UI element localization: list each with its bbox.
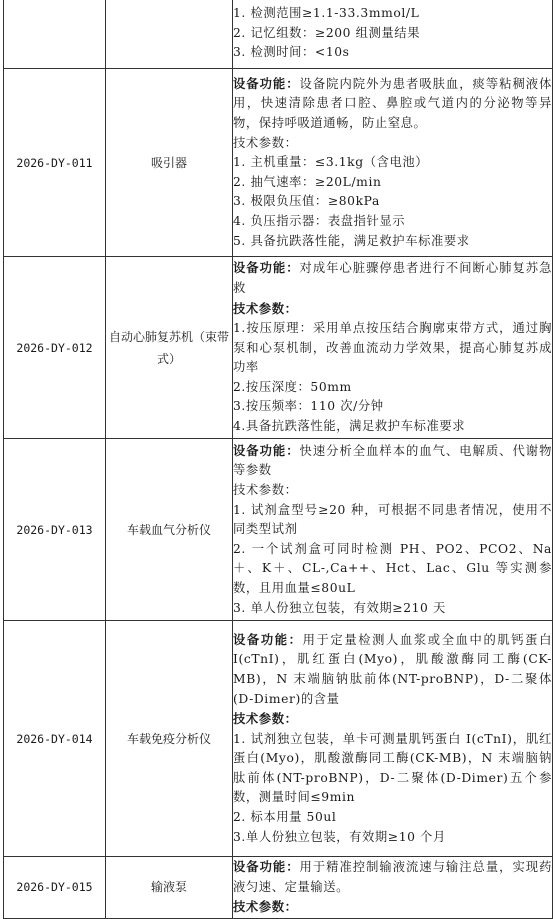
spec-line [233,709,552,730]
spec-line [233,74,552,134]
spec-label: 设备功能： [233,260,300,276]
spec-text: 3. 单人份独立包装，有效期≥210 天 [233,600,446,615]
spec-text: 用于精准控制输液流速与输注总量，实现药液匀速、定量输送。 [233,860,552,894]
spec-text: 3. 极限负压值：≥80kPa [233,194,380,209]
spec-text: 1.按压原理：采用单点按压结合胸廓束带方式，通过胸泵和心泵机制，改善血流动力学效果，提高心肺复苏成功率 [233,321,552,375]
spec-line [233,417,552,437]
spec-cell [233,857,553,919]
spec-text: 技术参数： [233,483,298,498]
equipment-name-cell [106,0,233,69]
spec-line [233,897,552,918]
spec-text: 3.单人份独立包装，有效期≥10 个月 [233,829,446,844]
spec-line [233,24,552,44]
spec-text: 2.按压深度：50mm [233,379,352,394]
spec-line [233,4,552,24]
spec-text: 5. 具备抗跌落性能，满足救护车标准要求 [233,233,470,248]
table-row [4,857,553,919]
spec-label: 技术参数： [233,899,298,915]
spec-text: 2. 标本用量 50ul [233,810,337,825]
spec-line [233,828,552,848]
equipment-name-cell: 车载血气分析仪 [106,439,233,621]
spec-label: 设备功能： [233,75,300,91]
spec-line [233,441,552,481]
table-row [4,257,553,439]
table-row [4,0,553,69]
spec-text: 用于定量检测人血浆或全血中的肌钙蛋白 I(cTnI)，肌红蛋白(Myo)，肌酸激酶同工酶(CK-MB)，N 末端脑钠肽前体(NT-proBNP)，D-二聚体(D-Dimer)的含量 [233,632,552,706]
spec-line [233,378,552,398]
spec-text: 2. 抽气速率：≥20L/min [233,174,382,189]
item-number-cell [4,0,106,69]
item-number-cell: 2026-DY-011 [4,69,106,257]
spec-cell [233,69,553,257]
spec-text: 4. 负压指示器：表盘指针显示 [233,213,406,228]
spec-cell [233,0,553,69]
spec-line [233,319,552,378]
spec-label: 设备功能： [233,859,300,874]
spec-cell [233,621,553,857]
spec-text: 技术参数： [233,135,298,150]
spec-line [233,599,552,619]
spec-line [233,134,552,154]
spec-cell [233,257,553,439]
spec-text: 1. 试剂盒型号≥20 种，可根据不同患者情况，使用不同类型试剂 [233,502,552,537]
spec-text: 3. 检测时间：<10s [233,45,350,60]
equipment-name-cell: 吸引器 [106,69,233,257]
spec-text: 快速分析全血样本的血气、电解质、代谢物等参数 [233,443,552,478]
table-row [4,439,553,621]
spec-line [233,501,552,540]
spec-line [233,258,552,298]
spec-text: 4.具备抗跌落性能，满足救护车标准要求 [233,419,466,434]
spec-text: 3.按压频率：110 次/分钟 [233,399,384,414]
spec-text: 1. 试剂独立包装，单卡可测量肌钙蛋白 I(cTnI)，肌红蛋白(Myo)，肌酸激酶同工酶(CK-MB)，N 末端脑钠肽前体(NT-proBNP)，D-二聚体(D-Dimer)五个参数，测量时间≤9min [233,731,552,805]
spec-line [233,212,552,232]
spec-line [233,540,552,599]
spec-text: 设备院内院外为患者吸肤血，痰等粘稠液体用，快速清除患者口腔、鼻腔或气道内的分泌物等异物，保持呼吸道通畅，防止窒息。 [233,76,552,131]
spec-line [233,153,552,173]
equipment-name-cell: 车载免疫分析仪 [106,621,233,857]
spec-label: 技术参数： [233,300,298,316]
item-number-cell: 2026-DY-012 [4,257,106,439]
spec-label: 设备功能： [233,631,303,647]
spec-line [233,232,552,252]
spec-line [233,192,552,212]
spec-text: 1. 检测范围≥1.1-33.3mmol/L [233,6,420,21]
spec-text: 对成年心脏骤停患者进行不间断心肺复苏急救 [233,261,552,295]
spec-line [233,173,552,193]
spec-cell [233,439,553,621]
spec-line [233,481,552,501]
spec-line [233,397,552,417]
spec-label: 技术参数： [233,711,298,727]
table-body [4,0,553,918]
spec-line [233,630,552,709]
spec-line [233,299,552,320]
table-row [4,621,553,857]
equipment-name-cell: 自动心肺复苏机（束带式） [106,257,233,439]
spec-line [233,730,552,808]
table-row [4,69,553,257]
spec-text: 2. 一个试剂盒可同时检测 PH、PO2、PCO2、Na＋、K＋、CL-,Ca++、Hct、Lac、Glu 等实测参数，且用血量≤80uL [233,541,552,595]
equipment-spec-table [3,0,553,919]
spec-text: 1. 主机重量：≤3.1kg（含电池） [233,155,429,170]
spec-label: 设备功能： [233,442,300,458]
equipment-name-cell: 输液泵 [106,857,233,919]
item-number-cell: 2026-DY-014 [4,621,106,857]
spec-line [233,808,552,828]
spec-line [233,43,552,63]
item-number-cell: 2026-DY-013 [4,439,106,621]
spec-text: 2. 记忆组数：≥200 组测量结果 [233,25,421,40]
spec-line [233,857,552,897]
item-number-cell: 2026-DY-015 [4,857,106,919]
